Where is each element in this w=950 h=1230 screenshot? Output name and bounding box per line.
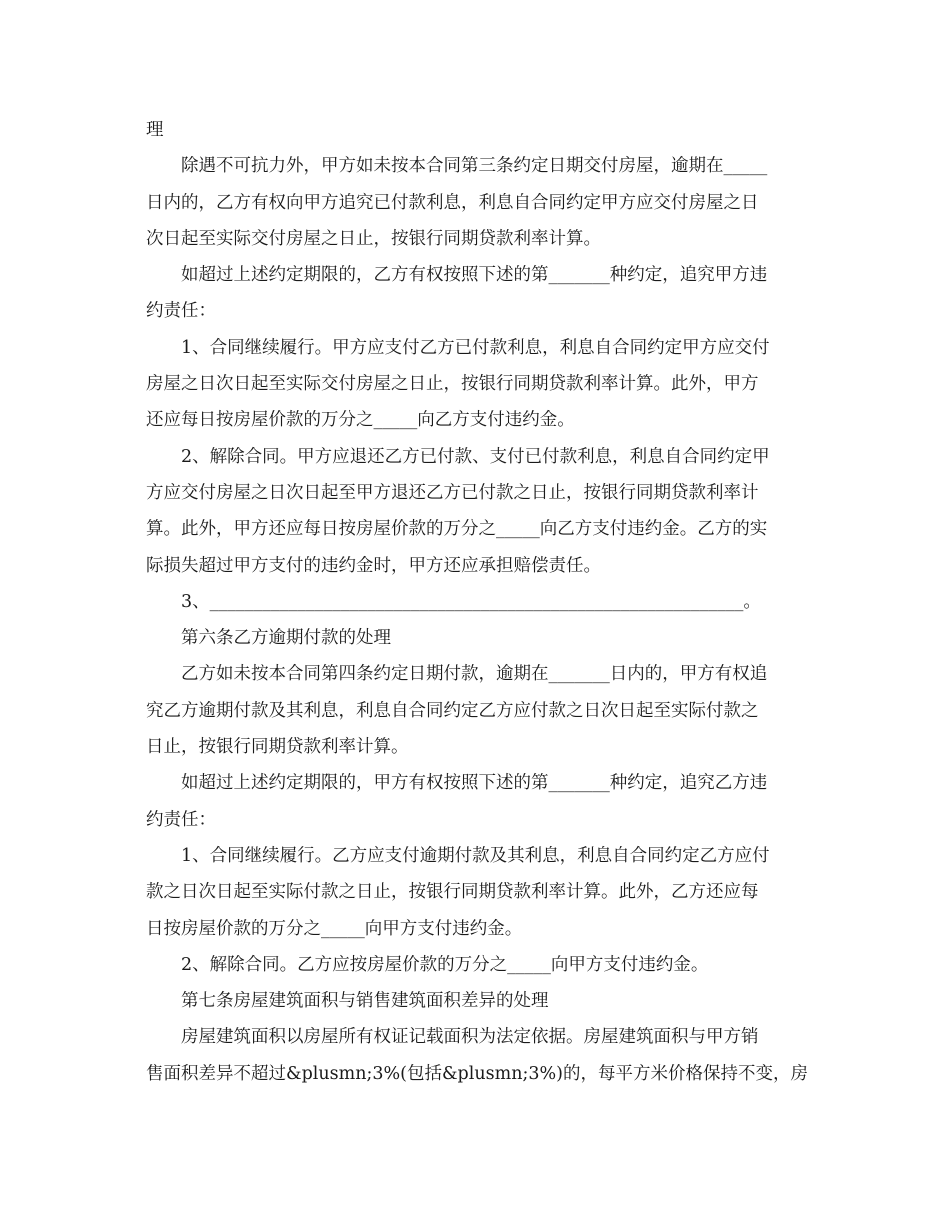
text-line: 3、_____________________________________________________________。 [181,591,761,612]
text-line: 1、合同继续履行。乙方应支付逾期付款及其利息，利息自合同约定乙方应付 [181,845,770,866]
text-line: 除遇不可抗力外，甲方如未按本合同第三条约定日期交付房屋，逾期在_____ [181,156,768,177]
text-line: 算。此外，甲方还应每日按房屋价款的万分之_____向乙方支付违约金。乙方的实 [146,519,768,540]
contract-text [146,112,806,1092]
text-line: 次日起至实际交付房屋之日止，按银行同期贷款利率计算。 [146,228,601,249]
text-line: 售面积差异不超过&plusmn;3%(包括&plusmn;3%)的，每平方米价格保持不变，房 [146,1063,808,1084]
text-line: 约责任： [146,809,216,830]
text-line: 第七条房屋建筑面积与销售建筑面积差异的处理 [181,991,549,1012]
text-line: 2、解除合同。甲方应退还乙方已付款、支付已付款利息，利息自合同约定甲 [181,446,770,467]
text-line: 究乙方逾期付款及其利息，利息自合同约定乙方应付款之日次日起至实际付款之 [146,700,759,721]
text-line: 还应每日按房屋价款的万分之_____向乙方支付违约金。 [146,410,575,431]
text-line: 理 [146,120,164,140]
text-line: 际损失超过甲方支付的违约金时，甲方还应承担赔偿责任。 [146,555,601,576]
text-line: 日按房屋价款的万分之_____向甲方支付违约金。 [146,918,523,939]
text-line: 日内的，乙方有权向甲方追究已付款利息，利息自合同约定甲方应交付房屋之日 [146,192,759,213]
text-line: 约责任： [146,301,216,322]
text-line: 第六条乙方逾期付款的处理 [181,628,391,649]
text-line: 房屋之日次日起至实际交付房屋之日止，按银行同期贷款利率计算。此外，甲方 [146,374,759,395]
text-line: 如超过上述约定期限的，乙方有权按照下述的第_______种约定，追究甲方违 [181,265,768,286]
text-line: 如超过上述约定期限的，甲方有权按照下述的第_______种约定，追究乙方违 [181,773,768,794]
text-line: 2、解除合同。乙方应按房屋价款的万分之_____向甲方支付违约金。 [181,954,709,975]
text-line: 方应交付房屋之日次日起至甲方退还乙方已付款之日止，按银行同期贷款利率计 [146,482,759,503]
text-line: 款之日次日起至实际付款之日止，按银行同期贷款利率计算。此外，乙方还应每 [146,882,759,903]
text-line: 日止，按银行同期贷款利率计算。 [146,737,409,758]
text-line: 乙方如未按本合同第四条约定日期付款，逾期在_______日内的，甲方有权追 [181,664,768,685]
text-line: 房屋建筑面积以房屋所有权证记载面积为法定依据。房屋建筑面积与甲方销 [181,1027,759,1048]
text-line: 1、合同继续履行。甲方应支付乙方已付款利息，利息自合同约定甲方应交付 [181,337,770,358]
